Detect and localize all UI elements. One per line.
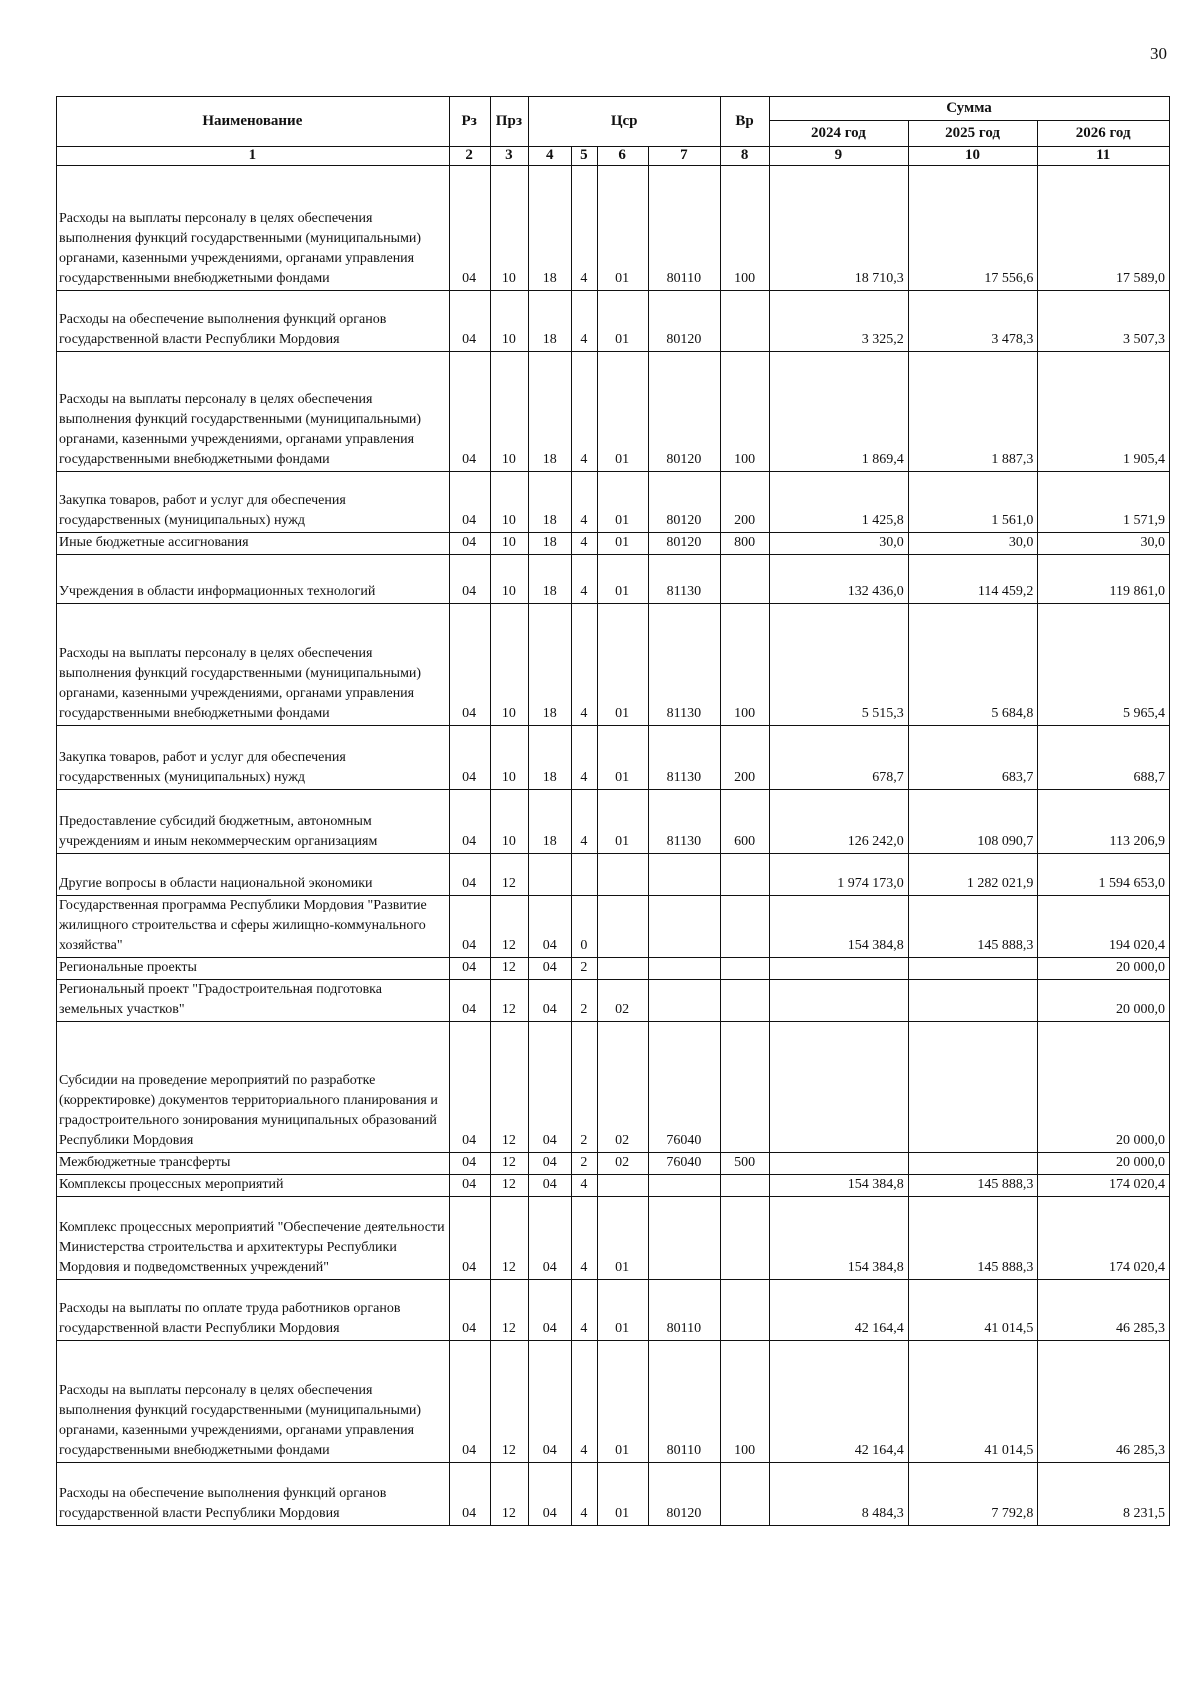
table-row xyxy=(57,726,1170,790)
row-csr-block xyxy=(597,1175,648,1197)
col-number: 6 xyxy=(597,147,648,166)
row-rz: 04 xyxy=(449,1280,490,1341)
row-csr-block xyxy=(597,896,648,958)
row-csr-type: 2 xyxy=(572,1153,598,1175)
table-row xyxy=(57,980,1170,1022)
col-number: 9 xyxy=(770,147,909,166)
table-row xyxy=(57,1341,1170,1463)
row-name: Расходы на выплаты персоналу в целях обеспечения выполнения функций государственными (муниципальными) органами, казенными учреждениями, органами управления государственными внебюджетными фондами xyxy=(57,352,450,472)
row-sum-2024: 42 164,4 xyxy=(770,1280,909,1341)
row-name: Расходы на выплаты персоналу в целях обеспечения выполнения функций государственными (муниципальными) органами, казенными учреждениями, органами управления государственными внебюджетными фондами xyxy=(57,166,450,291)
row-csr-program: 04 xyxy=(529,1153,572,1175)
row-vr xyxy=(721,1280,770,1341)
column-number-row xyxy=(57,147,1170,166)
row-sum-2024: 154 384,8 xyxy=(770,896,909,958)
row-csr-program: 18 xyxy=(529,555,572,604)
table-row xyxy=(57,1280,1170,1341)
row-csr-direction: 81130 xyxy=(648,790,720,854)
row-csr-direction: 80120 xyxy=(648,1463,720,1526)
row-csr-block: 02 xyxy=(597,1153,648,1175)
col-number: 2 xyxy=(449,147,490,166)
row-sum-2025: 5 684,8 xyxy=(908,604,1038,726)
row-sum-2025: 17 556,6 xyxy=(908,166,1038,291)
row-prz: 10 xyxy=(490,291,529,352)
row-vr xyxy=(721,1175,770,1197)
row-csr-block: 01 xyxy=(597,726,648,790)
row-rz: 04 xyxy=(449,1197,490,1280)
row-sum-2025: 41 014,5 xyxy=(908,1341,1038,1463)
table-row xyxy=(57,533,1170,555)
row-prz: 12 xyxy=(490,1280,529,1341)
row-csr-direction xyxy=(648,980,720,1022)
table-row xyxy=(57,1153,1170,1175)
row-vr: 100 xyxy=(721,604,770,726)
row-sum-2024: 30,0 xyxy=(770,533,909,555)
header-csr: Цср xyxy=(529,97,721,147)
row-csr-program: 18 xyxy=(529,533,572,555)
row-sum-2025 xyxy=(908,1153,1038,1175)
row-csr-type: 4 xyxy=(572,472,598,533)
row-sum-2024: 3 325,2 xyxy=(770,291,909,352)
row-csr-direction: 80120 xyxy=(648,472,720,533)
table-row xyxy=(57,352,1170,472)
row-name: Учреждения в области информационных технологий xyxy=(57,555,450,604)
row-sum-2026: 20 000,0 xyxy=(1038,958,1170,980)
row-rz: 04 xyxy=(449,896,490,958)
budget-table xyxy=(56,96,1170,1526)
row-sum-2026: 174 020,4 xyxy=(1038,1197,1170,1280)
row-prz: 12 xyxy=(490,1197,529,1280)
row-prz: 10 xyxy=(490,555,529,604)
row-csr-type: 4 xyxy=(572,790,598,854)
row-csr-type: 2 xyxy=(572,1022,598,1153)
row-name: Расходы на выплаты персоналу в целях обеспечения выполнения функций государственными (муниципальными) органами, казенными учреждениями, органами управления государственными внебюджетными фондами xyxy=(57,604,450,726)
row-name: Государственная программа Республики Мордовия "Развитие жилищного строительства и сферы жилищно-коммунального хозяйства" xyxy=(57,896,450,958)
table-row xyxy=(57,555,1170,604)
row-vr xyxy=(721,555,770,604)
row-sum-2026: 17 589,0 xyxy=(1038,166,1170,291)
row-sum-2026: 30,0 xyxy=(1038,533,1170,555)
row-csr-program: 04 xyxy=(529,958,572,980)
row-csr-block xyxy=(597,854,648,896)
row-rz: 04 xyxy=(449,1153,490,1175)
row-sum-2024 xyxy=(770,1022,909,1153)
table-row xyxy=(57,790,1170,854)
row-rz: 04 xyxy=(449,790,490,854)
table-body xyxy=(57,166,1170,1526)
row-csr-direction: 81130 xyxy=(648,604,720,726)
row-csr-program: 18 xyxy=(529,790,572,854)
row-vr xyxy=(721,854,770,896)
row-sum-2024: 1 869,4 xyxy=(770,352,909,472)
row-csr-type: 4 xyxy=(572,726,598,790)
row-rz: 04 xyxy=(449,1175,490,1197)
row-rz: 04 xyxy=(449,604,490,726)
row-csr-type: 4 xyxy=(572,291,598,352)
row-vr: 500 xyxy=(721,1153,770,1175)
row-csr-block: 01 xyxy=(597,790,648,854)
row-prz: 12 xyxy=(490,980,529,1022)
row-sum-2026: 119 861,0 xyxy=(1038,555,1170,604)
row-rz: 04 xyxy=(449,472,490,533)
row-sum-2024: 132 436,0 xyxy=(770,555,909,604)
row-csr-program xyxy=(529,854,572,896)
table-row xyxy=(57,291,1170,352)
row-csr-block xyxy=(597,958,648,980)
row-csr-direction xyxy=(648,1175,720,1197)
header-name: Наименование xyxy=(57,97,450,147)
row-name: Закупка товаров, работ и услуг для обеспечения государственных (муниципальных) нужд xyxy=(57,726,450,790)
table-row xyxy=(57,604,1170,726)
page-number: 30 xyxy=(1150,44,1167,63)
row-name: Расходы на обеспечение выполнения функций органов государственной власти Республики Мордовия xyxy=(57,1463,450,1526)
row-vr: 800 xyxy=(721,533,770,555)
row-sum-2025: 108 090,7 xyxy=(908,790,1038,854)
row-sum-2025 xyxy=(908,980,1038,1022)
row-csr-type: 4 xyxy=(572,555,598,604)
row-sum-2025: 114 459,2 xyxy=(908,555,1038,604)
row-name: Расходы на выплаты персоналу в целях обеспечения выполнения функций государственными (муниципальными) органами, казенными учреждениями, органами управления государственными внебюджетными фондами xyxy=(57,1341,450,1463)
row-csr-type: 4 xyxy=(572,1197,598,1280)
row-name: Региональный проект "Градостроительная подготовка земельных участков" xyxy=(57,980,450,1022)
row-csr-program: 04 xyxy=(529,1280,572,1341)
row-sum-2025: 30,0 xyxy=(908,533,1038,555)
table-row xyxy=(57,472,1170,533)
row-sum-2025 xyxy=(908,1022,1038,1153)
row-sum-2025: 683,7 xyxy=(908,726,1038,790)
row-sum-2026: 20 000,0 xyxy=(1038,1153,1170,1175)
row-prz: 10 xyxy=(490,166,529,291)
row-vr: 100 xyxy=(721,166,770,291)
col-number: 8 xyxy=(721,147,770,166)
header-prz: Прз xyxy=(490,97,529,147)
row-rz: 04 xyxy=(449,854,490,896)
row-vr xyxy=(721,1022,770,1153)
row-csr-block: 01 xyxy=(597,291,648,352)
row-sum-2024: 126 242,0 xyxy=(770,790,909,854)
row-sum-2025: 3 478,3 xyxy=(908,291,1038,352)
row-sum-2026: 174 020,4 xyxy=(1038,1175,1170,1197)
row-sum-2024: 678,7 xyxy=(770,726,909,790)
row-sum-2024 xyxy=(770,1153,909,1175)
header-year-2024: 2024 год xyxy=(770,121,909,147)
row-csr-direction: 80110 xyxy=(648,1341,720,1463)
row-sum-2026: 20 000,0 xyxy=(1038,980,1170,1022)
row-sum-2026: 688,7 xyxy=(1038,726,1170,790)
row-sum-2026: 1 571,9 xyxy=(1038,472,1170,533)
row-name: Расходы на выплаты по оплате труда работников органов государственной власти Республики Мордовия xyxy=(57,1280,450,1341)
row-csr-program: 18 xyxy=(529,291,572,352)
row-sum-2025: 1 887,3 xyxy=(908,352,1038,472)
row-vr: 100 xyxy=(721,1341,770,1463)
row-prz: 12 xyxy=(490,896,529,958)
row-csr-direction: 80120 xyxy=(648,352,720,472)
row-sum-2026: 1 594 653,0 xyxy=(1038,854,1170,896)
row-rz: 04 xyxy=(449,958,490,980)
row-csr-block: 01 xyxy=(597,166,648,291)
row-rz: 04 xyxy=(449,533,490,555)
row-csr-type: 2 xyxy=(572,958,598,980)
row-sum-2024: 5 515,3 xyxy=(770,604,909,726)
row-csr-direction: 80110 xyxy=(648,166,720,291)
row-prz: 10 xyxy=(490,472,529,533)
row-csr-type: 4 xyxy=(572,1175,598,1197)
row-csr-block: 01 xyxy=(597,472,648,533)
header-year-2025: 2025 год xyxy=(908,121,1038,147)
table-row xyxy=(57,1175,1170,1197)
row-sum-2026: 3 507,3 xyxy=(1038,291,1170,352)
row-csr-block: 01 xyxy=(597,1463,648,1526)
row-rz: 04 xyxy=(449,1022,490,1153)
row-name: Расходы на обеспечение выполнения функций органов государственной власти Республики Мордовия xyxy=(57,291,450,352)
row-csr-type: 4 xyxy=(572,352,598,472)
row-name: Комплекс процессных мероприятий "Обеспечение деятельности Министерства строительства и архитектуры Республики Мордовия и подведомственных учреждений" xyxy=(57,1197,450,1280)
row-csr-direction: 81130 xyxy=(648,555,720,604)
header-vr: Вр xyxy=(721,97,770,147)
row-vr xyxy=(721,896,770,958)
row-sum-2024: 1 425,8 xyxy=(770,472,909,533)
row-vr xyxy=(721,958,770,980)
row-rz: 04 xyxy=(449,352,490,472)
row-csr-direction xyxy=(648,896,720,958)
row-csr-program: 04 xyxy=(529,1197,572,1280)
row-csr-direction: 76040 xyxy=(648,1022,720,1153)
row-rz: 04 xyxy=(449,1463,490,1526)
row-name: Иные бюджетные ассигнования xyxy=(57,533,450,555)
row-csr-type: 4 xyxy=(572,1280,598,1341)
row-prz: 12 xyxy=(490,1022,529,1153)
row-sum-2026: 46 285,3 xyxy=(1038,1280,1170,1341)
row-csr-program: 04 xyxy=(529,1022,572,1153)
row-name: Предоставление субсидий бюджетным, автономным учреждениям и иным некоммерческим организациям xyxy=(57,790,450,854)
row-sum-2024: 1 974 173,0 xyxy=(770,854,909,896)
row-sum-2026: 20 000,0 xyxy=(1038,1022,1170,1153)
table-row xyxy=(57,1197,1170,1280)
row-prz: 10 xyxy=(490,726,529,790)
row-sum-2025: 145 888,3 xyxy=(908,1175,1038,1197)
row-sum-2024: 154 384,8 xyxy=(770,1175,909,1197)
row-prz: 12 xyxy=(490,1153,529,1175)
row-rz: 04 xyxy=(449,980,490,1022)
row-rz: 04 xyxy=(449,1341,490,1463)
row-csr-block: 01 xyxy=(597,1197,648,1280)
row-sum-2024: 154 384,8 xyxy=(770,1197,909,1280)
row-name: Другие вопросы в области национальной экономики xyxy=(57,854,450,896)
header-sum: Сумма xyxy=(770,97,1170,121)
col-number: 5 xyxy=(572,147,598,166)
table-row xyxy=(57,166,1170,291)
row-csr-block: 01 xyxy=(597,352,648,472)
row-csr-program: 18 xyxy=(529,604,572,726)
row-csr-program: 18 xyxy=(529,472,572,533)
row-csr-block: 01 xyxy=(597,1280,648,1341)
table-row xyxy=(57,1022,1170,1153)
row-prz: 12 xyxy=(490,1463,529,1526)
row-sum-2025 xyxy=(908,958,1038,980)
row-csr-type: 4 xyxy=(572,533,598,555)
row-prz: 12 xyxy=(490,1175,529,1197)
row-name: Комплексы процессных мероприятий xyxy=(57,1175,450,1197)
row-csr-program: 18 xyxy=(529,726,572,790)
table-row xyxy=(57,1463,1170,1526)
row-csr-type xyxy=(572,854,598,896)
row-sum-2024 xyxy=(770,958,909,980)
row-csr-program: 18 xyxy=(529,166,572,291)
row-csr-type: 4 xyxy=(572,1463,598,1526)
row-csr-type: 0 xyxy=(572,896,598,958)
row-csr-block: 01 xyxy=(597,604,648,726)
row-csr-type: 4 xyxy=(572,604,598,726)
row-sum-2025: 7 792,8 xyxy=(908,1463,1038,1526)
row-prz: 12 xyxy=(490,854,529,896)
row-prz: 12 xyxy=(490,958,529,980)
row-csr-block: 01 xyxy=(597,555,648,604)
row-sum-2024: 42 164,4 xyxy=(770,1341,909,1463)
table-row xyxy=(57,896,1170,958)
row-csr-block: 01 xyxy=(597,1341,648,1463)
row-sum-2025: 1 561,0 xyxy=(908,472,1038,533)
row-csr-direction: 80120 xyxy=(648,533,720,555)
col-number: 3 xyxy=(490,147,529,166)
header-year-2026: 2026 год xyxy=(1038,121,1170,147)
row-csr-direction: 76040 xyxy=(648,1153,720,1175)
row-csr-block: 02 xyxy=(597,1022,648,1153)
row-name: Региональные проекты xyxy=(57,958,450,980)
row-sum-2024: 8 484,3 xyxy=(770,1463,909,1526)
row-vr: 600 xyxy=(721,790,770,854)
row-sum-2026: 8 231,5 xyxy=(1038,1463,1170,1526)
row-vr: 200 xyxy=(721,472,770,533)
table-row xyxy=(57,958,1170,980)
row-name: Субсидии на проведение мероприятий по разработке (корректировке) документов территориального планирования и градостроительного зонирования муниципальных образований Республики Мордовия xyxy=(57,1022,450,1153)
col-number: 1 xyxy=(57,147,450,166)
row-csr-type: 2 xyxy=(572,980,598,1022)
row-csr-direction xyxy=(648,958,720,980)
row-vr xyxy=(721,291,770,352)
row-sum-2026: 113 206,9 xyxy=(1038,790,1170,854)
row-sum-2025: 145 888,3 xyxy=(908,1197,1038,1280)
row-prz: 10 xyxy=(490,533,529,555)
col-number: 7 xyxy=(648,147,720,166)
row-csr-program: 04 xyxy=(529,896,572,958)
header-rz: Рз xyxy=(449,97,490,147)
col-number: 4 xyxy=(529,147,572,166)
row-name: Закупка товаров, работ и услуг для обеспечения государственных (муниципальных) нужд xyxy=(57,472,450,533)
row-sum-2024: 18 710,3 xyxy=(770,166,909,291)
row-csr-program: 04 xyxy=(529,980,572,1022)
row-vr: 100 xyxy=(721,352,770,472)
row-vr xyxy=(721,1197,770,1280)
col-number: 10 xyxy=(908,147,1038,166)
row-rz: 04 xyxy=(449,555,490,604)
row-sum-2026: 46 285,3 xyxy=(1038,1341,1170,1463)
row-csr-direction: 81130 xyxy=(648,726,720,790)
row-prz: 12 xyxy=(490,1341,529,1463)
col-number: 11 xyxy=(1038,147,1170,166)
row-prz: 10 xyxy=(490,790,529,854)
row-csr-direction: 80120 xyxy=(648,291,720,352)
row-sum-2025: 41 014,5 xyxy=(908,1280,1038,1341)
row-csr-direction xyxy=(648,854,720,896)
row-rz: 04 xyxy=(449,291,490,352)
row-prz: 10 xyxy=(490,604,529,726)
row-sum-2024 xyxy=(770,980,909,1022)
row-rz: 04 xyxy=(449,726,490,790)
row-sum-2025: 1 282 021,9 xyxy=(908,854,1038,896)
row-vr: 200 xyxy=(721,726,770,790)
row-csr-program: 04 xyxy=(529,1175,572,1197)
row-csr-program: 18 xyxy=(529,352,572,472)
row-csr-block: 01 xyxy=(597,533,648,555)
row-sum-2026: 5 965,4 xyxy=(1038,604,1170,726)
row-vr xyxy=(721,980,770,1022)
row-vr xyxy=(721,1463,770,1526)
row-sum-2026: 1 905,4 xyxy=(1038,352,1170,472)
row-csr-type: 4 xyxy=(572,166,598,291)
row-csr-direction xyxy=(648,1197,720,1280)
row-name: Межбюджетные трансферты xyxy=(57,1153,450,1175)
row-sum-2026: 194 020,4 xyxy=(1038,896,1170,958)
row-rz: 04 xyxy=(449,166,490,291)
row-csr-direction: 80110 xyxy=(648,1280,720,1341)
row-prz: 10 xyxy=(490,352,529,472)
table-row xyxy=(57,854,1170,896)
row-csr-block: 02 xyxy=(597,980,648,1022)
row-csr-program: 04 xyxy=(529,1463,572,1526)
row-csr-type: 4 xyxy=(572,1341,598,1463)
row-sum-2025: 145 888,3 xyxy=(908,896,1038,958)
row-csr-program: 04 xyxy=(529,1341,572,1463)
